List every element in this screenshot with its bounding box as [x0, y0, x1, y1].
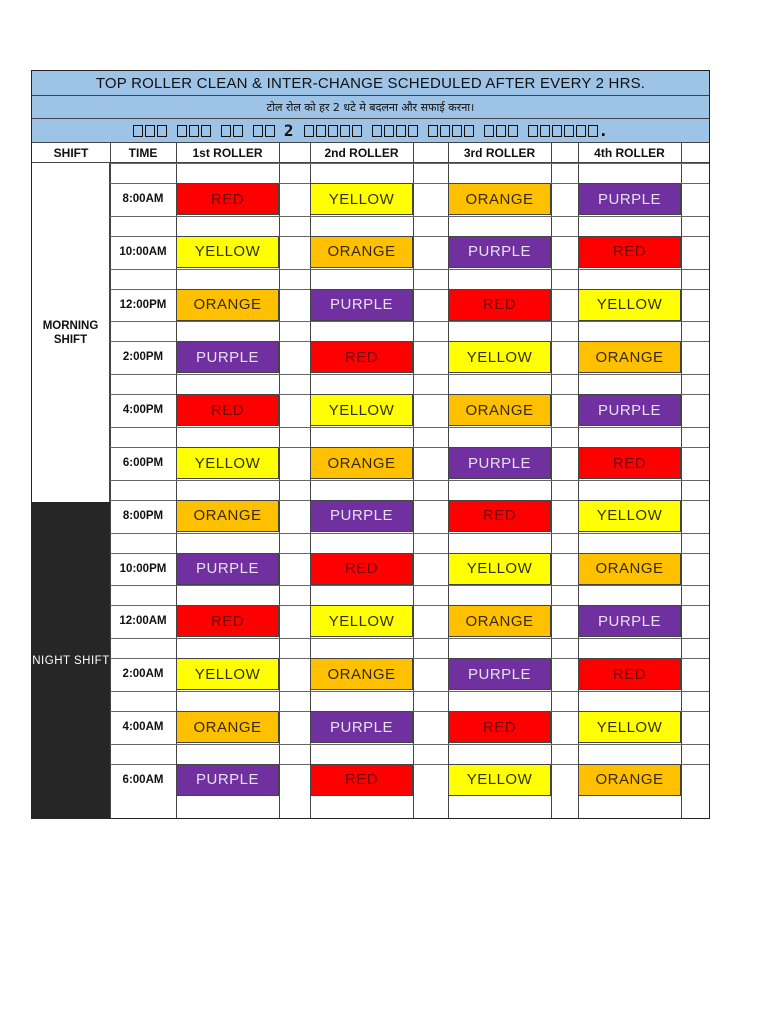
- roller-color-cell: YELLOW: [448, 764, 551, 796]
- roller-color-cell: RED: [578, 447, 681, 479]
- roller-color-cell: PURPLE: [448, 236, 551, 268]
- roller-color-cell: YELLOW: [578, 289, 681, 321]
- missing-glyph-icon: [440, 125, 450, 137]
- roller-color-cell: ORANGE: [176, 289, 279, 321]
- roller-color-cell: YELLOW: [578, 711, 681, 743]
- missing-glyph-icon: [576, 125, 586, 137]
- missing-glyph-icon: [133, 125, 143, 137]
- grid-line: [110, 374, 709, 375]
- missing-glyph-icon: [328, 125, 338, 137]
- grid-line: [110, 163, 709, 164]
- missing-glyph-icon: [428, 125, 438, 137]
- roller-color-cell: YELLOW: [176, 658, 279, 690]
- grid-line: [110, 533, 709, 534]
- time-slot-label: 10:00AM: [119, 245, 167, 258]
- roller-color-cell: ORANGE: [448, 394, 551, 426]
- column-header-spacer: [279, 143, 310, 163]
- missing-glyph-icon: [340, 125, 350, 137]
- roller-color-cell: ORANGE: [176, 500, 279, 532]
- missing-glyph-icon: [588, 125, 598, 137]
- roller-color-cell: YELLOW: [310, 183, 413, 215]
- grid-line: [110, 638, 709, 639]
- roller-color-cell: PURPLE: [310, 711, 413, 743]
- missing-glyph-icon: [352, 125, 362, 137]
- time-slot-label: 12:00PM: [119, 298, 167, 311]
- grid-line: [110, 585, 709, 586]
- roller-color-cell: RED: [310, 764, 413, 796]
- column-header-shift: SHIFT: [32, 143, 110, 163]
- column-header-roller-2: 2nd ROLLER: [310, 143, 413, 163]
- missing-glyph-icon: [265, 125, 275, 137]
- roller-color-cell: PURPLE: [176, 341, 279, 373]
- missing-glyph-icon: [177, 125, 187, 137]
- missing-glyph-icon: [145, 125, 155, 137]
- roller-color-cell: ORANGE: [310, 236, 413, 268]
- time-slot-label: 6:00AM: [122, 773, 164, 786]
- missing-glyph-icon: [464, 125, 474, 137]
- missing-glyph-icon: [564, 125, 574, 137]
- roller-color-cell: ORANGE: [448, 183, 551, 215]
- time-slot-label: 8:00AM: [122, 193, 164, 205]
- roller-color-cell: YELLOW: [448, 341, 551, 373]
- roller-color-cell: PURPLE: [578, 605, 681, 637]
- column-header-spacer: [681, 143, 709, 163]
- missing-glyph-icon: [484, 125, 494, 137]
- missing-glyph-icon: [316, 125, 326, 137]
- roller-color-cell: ORANGE: [310, 658, 413, 690]
- missing-glyph-icon: [508, 125, 518, 137]
- missing-glyph-icon: [384, 125, 394, 137]
- column-header-spacer: [413, 143, 448, 163]
- time-slot-label: 4:00AM: [122, 721, 164, 733]
- schedule-title-hindi: टोल रोल को हर 2 धटे मे बदलना और सफाई करना।: [32, 96, 709, 119]
- time-slot-label: 2:00AM: [122, 668, 164, 681]
- roller-color-cell: ORANGE: [448, 605, 551, 637]
- missing-glyph-icon: [408, 125, 418, 137]
- roller-color-cell: YELLOW: [176, 236, 279, 268]
- missing-glyph-icon: [540, 125, 550, 137]
- column-header-time: TIME: [110, 143, 176, 163]
- roller-color-cell: PURPLE: [310, 500, 413, 532]
- roller-color-cell: PURPLE: [448, 658, 551, 690]
- roller-color-cell: ORANGE: [578, 553, 681, 585]
- roller-color-cell: RED: [310, 341, 413, 373]
- grid-line: [110, 321, 709, 322]
- column-header-roller-4: 4th ROLLER: [578, 143, 681, 163]
- grid-line: [110, 744, 709, 745]
- missing-glyph-icon: [396, 125, 406, 137]
- roller-schedule-sheet: [31, 70, 710, 819]
- column-header-roller-1: 1st ROLLER: [176, 143, 279, 163]
- grid-line: [110, 691, 709, 692]
- time-slot-label: 4:00PM: [122, 404, 164, 417]
- missing-glyph-icon: [189, 125, 199, 137]
- time-slot-label: 8:00PM: [122, 509, 164, 522]
- missing-glyph-icon: [496, 125, 506, 137]
- grid-line: [110, 269, 709, 270]
- roller-color-cell: PURPLE: [448, 447, 551, 479]
- grid-line: [110, 480, 709, 481]
- roller-color-cell: PURPLE: [578, 394, 681, 426]
- time-slot-label: 12:00AM: [119, 615, 167, 628]
- roller-color-cell: PURPLE: [176, 764, 279, 796]
- roller-color-cell: RED: [176, 605, 279, 637]
- roller-color-cell: RED: [448, 500, 551, 532]
- roller-color-cell: ORANGE: [578, 341, 681, 373]
- roller-color-cell: YELLOW: [176, 447, 279, 479]
- missing-glyph-icon: [201, 125, 211, 137]
- roller-color-cell: PURPLE: [176, 553, 279, 585]
- missing-glyph-icon: [253, 125, 263, 137]
- missing-glyph-icon: [233, 125, 243, 137]
- roller-color-cell: YELLOW: [448, 553, 551, 585]
- missing-glyph-icon: [157, 125, 167, 137]
- roller-color-cell: YELLOW: [310, 394, 413, 426]
- roller-color-cell: RED: [448, 711, 551, 743]
- roller-color-cell: RED: [448, 289, 551, 321]
- roller-color-cell: PURPLE: [578, 183, 681, 215]
- missing-glyph-icon: [304, 125, 314, 137]
- missing-glyph-icon: [528, 125, 538, 137]
- column-header-roller-3: 3rd ROLLER: [448, 143, 551, 163]
- roller-color-cell: RED: [578, 236, 681, 268]
- roller-color-cell: YELLOW: [310, 605, 413, 637]
- time-slot-label: 10:00PM: [119, 562, 167, 575]
- roller-color-cell: ORANGE: [578, 764, 681, 796]
- roller-color-cell: ORANGE: [176, 711, 279, 743]
- time-slot-label: 6:00PM: [122, 457, 164, 469]
- time-slot-label: 2:00PM: [122, 351, 164, 364]
- schedule-title: TOP ROLLER CLEAN & INTER-CHANGE SCHEDULED AFTER EVERY 2 HRS.: [32, 71, 709, 96]
- missing-glyph-icon: [552, 125, 562, 137]
- garbled-digit: 2: [283, 121, 295, 140]
- missing-glyph-icon: [372, 125, 382, 137]
- roller-color-cell: RED: [578, 658, 681, 690]
- grid-line: [110, 427, 709, 428]
- roller-color-cell: RED: [310, 553, 413, 585]
- missing-glyph-icon: [452, 125, 462, 137]
- roller-color-cell: RED: [176, 183, 279, 215]
- garbled-title-row: 2 .: [32, 119, 709, 143]
- roller-color-cell: YELLOW: [578, 500, 681, 532]
- column-header-spacer: [551, 143, 578, 163]
- roller-color-cell: ORANGE: [310, 447, 413, 479]
- grid-line: [110, 216, 709, 217]
- shift-label-night: NIGHT SHIFT: [32, 502, 110, 819]
- shift-label-morning: MORNING SHIFT: [32, 163, 110, 502]
- missing-glyph-icon: [221, 125, 231, 137]
- roller-color-cell: RED: [176, 394, 279, 426]
- roller-color-cell: PURPLE: [310, 289, 413, 321]
